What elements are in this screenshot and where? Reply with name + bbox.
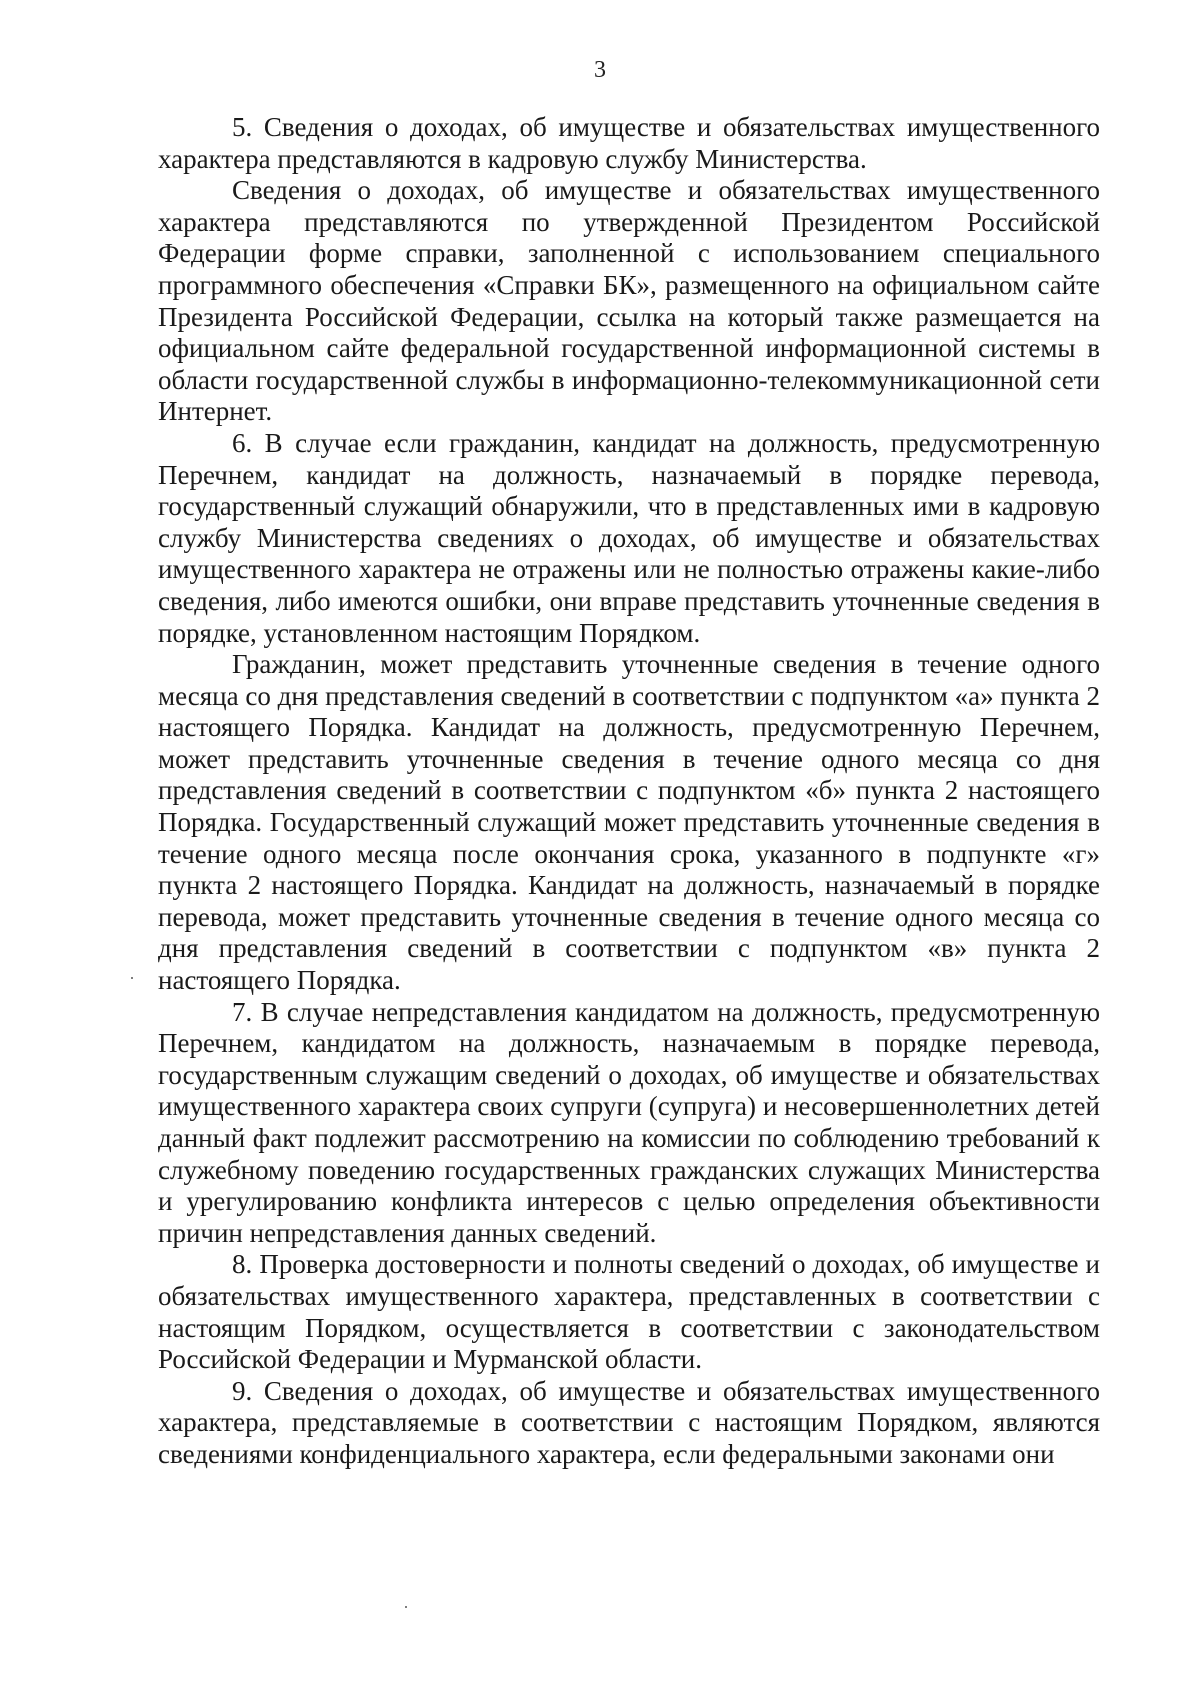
document-body bbox=[158, 112, 1100, 1471]
paragraph-6-continuation: Гражданин, может представить уточненные сведения в течение одного месяца со дня представления сведений в соответствии с подпунктом «а» пункта 2 настоящего Порядка. Кандидат на должность, предусмотренную Перечнем, может представить уточненные сведения в течение одного месяца со дня представления сведений в соответствии с подпунктом «б» пункта 2 настоящего Порядка. Государственный служащий может представить уточненные сведения в течение одного месяца после окончания срока, указанного в подпункте «г» пункта 2 настоящего Порядка. Кандидат на должность, назначаемый в порядке перевода, может представить уточненные сведения в течение одного месяца со дня представления сведений в соответствии с подпунктом «в» пункта 2 настоящего Порядка. bbox=[158, 649, 1100, 996]
scan-speck bbox=[405, 1606, 407, 1608]
paragraph-5-continuation: Сведения о доходах, об имуществе и обязательствах имущественного характера представляются по утвержденной Президентом Российской Федерации форме справки, заполненной с использованием специального программного обеспечения «Справки БК», размещенного на официальном сайте Президента Российской Федерации, ссылка на который также размещается на официальном сайте федеральной государственной информационной системы в области государственной службы в информационно-телекоммуникационной сети Интернет. bbox=[158, 175, 1100, 427]
page-number: 3 bbox=[594, 57, 606, 83]
paragraph-8: 8. Проверка достоверности и полноты сведений о доходах, об имуществе и обязательствах имущественного характера, представленных в соответствии с настоящим Порядком, осуществляется в соответствии с законодательством Российской Федерации и Мурманской области. bbox=[158, 1249, 1100, 1375]
paragraph-6: 6. В случае если гражданин, кандидат на должность, предусмотренную Перечнем, кандидат на должность, назначаемый в порядке перевода, государственный служащий обнаружили, что в представленных ими в кадровую службу Министерства сведениях о доходах, об имуществе и обязательствах имущественного характера не отражены или не полностью отражены какие-либо сведения, либо имеются ошибки, они вправе представить уточненные сведения в порядке, установленном настоящим Порядком. bbox=[158, 427, 1100, 648]
scan-speck bbox=[131, 977, 133, 979]
paragraph-5: 5. Сведения о доходах, об имуществе и обязательствах имущественного характера представляются в кадровую службу Министерства. bbox=[158, 112, 1100, 174]
paragraph-7: 7. В случае непредставления кандидатом на должность, предусмотренную Перечнем, кандидатом на должность, назначаемым в порядке перевода, государственным служащим сведений о доходах, об имуществе и обязательствах имущественного характера своих супруги (супруга) и несовершеннолетних детей данный факт подлежит рассмотрению на комиссии по соблюдению требований к служебному поведению государственных гражданских служащих Министерства и урегулированию конфликта интересов с целью определения объективности причин непредставления данных сведений. bbox=[158, 996, 1100, 1248]
paragraph-9: 9. Сведения о доходах, об имуществе и обязательствах имущественного характера, представляемые в соответствии с настоящим Порядком, являются сведениями конфиденциального характера, если федеральными законами они bbox=[158, 1375, 1100, 1469]
